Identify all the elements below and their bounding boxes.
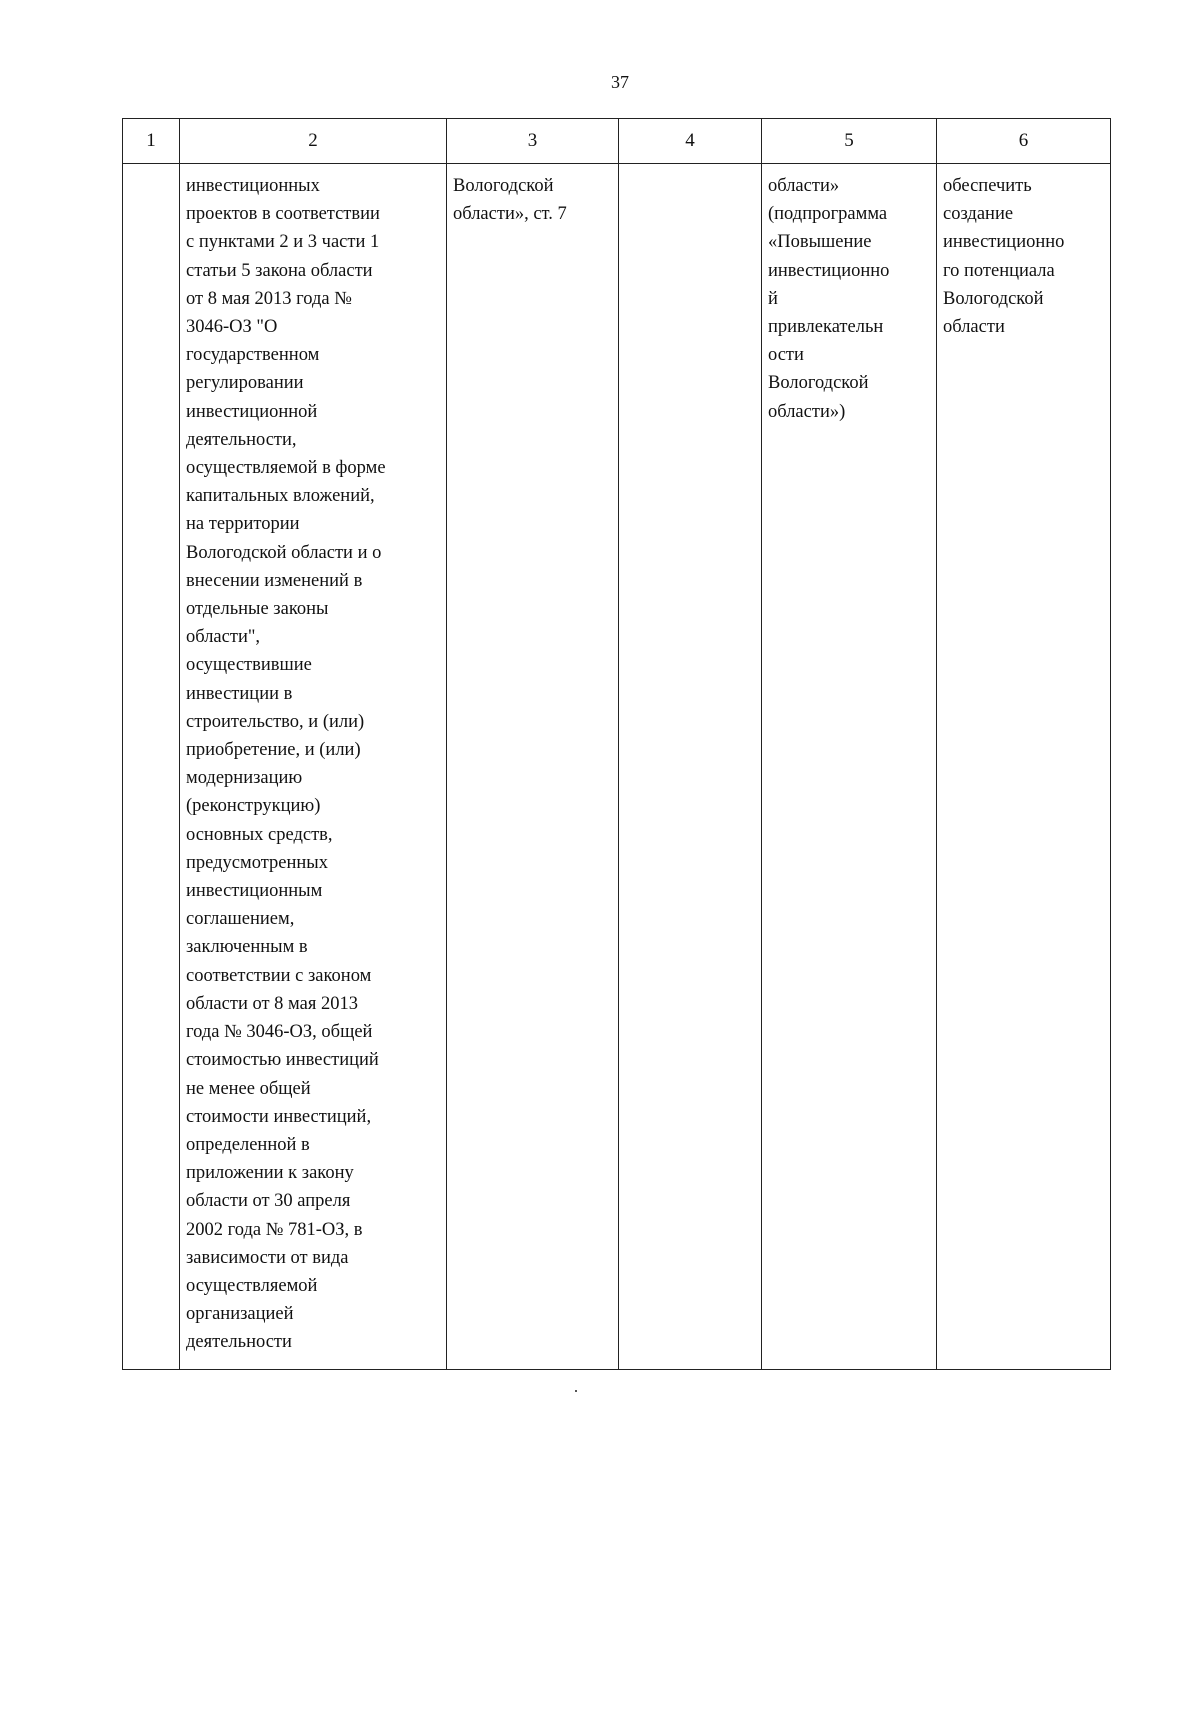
- page-number: 37: [611, 72, 629, 92]
- column-header-1: 1: [123, 119, 180, 164]
- document-table: [122, 118, 1111, 1370]
- scan-speck: [575, 1390, 577, 1392]
- column-header-4: 4: [619, 119, 762, 164]
- table-row: [123, 164, 1111, 1370]
- table-cell-col-3: Вологодской области», ст. 7: [447, 164, 619, 1370]
- column-header-3: 3: [447, 119, 619, 164]
- table-cell-col-1: [123, 164, 180, 1370]
- column-header-6: 6: [937, 119, 1111, 164]
- column-header-5: 5: [762, 119, 937, 164]
- table-cell-col-5: области» (подпрограмма «Повышение инвестиционно й привлекательн ости Вологодской области»): [762, 164, 937, 1370]
- column-header-2: 2: [180, 119, 447, 164]
- table-cell-col-2: инвестиционных проектов в соответствии с пунктами 2 и 3 части 1 статьи 5 закона области от 8 мая 2013 года № 3046-ОЗ "О государственном регулировании инвестиционной деятельности, осуществляемой в форме капитальных вложений, на территории Вологодской области и о внесении изменений в отдельные законы области", осуществившие инвестиции в строительство, и (или) приобретение, и (или) модернизацию (реконструкцию) основных средств, предусмотренных инвестиционным соглашением, заключенным в соответствии с законом области от 8 мая 2013 года № 3046-ОЗ, общей стоимостью инвестиций не менее общей стоимости инвестиций, определенной в приложении к закону области от 30 апреля 2002 года № 781-ОЗ, в зависимости от вида осуществляемой организацией деятельности: [180, 164, 447, 1370]
- table-cell-col-4: [619, 164, 762, 1370]
- table-cell-col-6: обеспечить создание инвестиционно го потенциала Вологодской области: [937, 164, 1111, 1370]
- table-header-row: [123, 119, 1111, 164]
